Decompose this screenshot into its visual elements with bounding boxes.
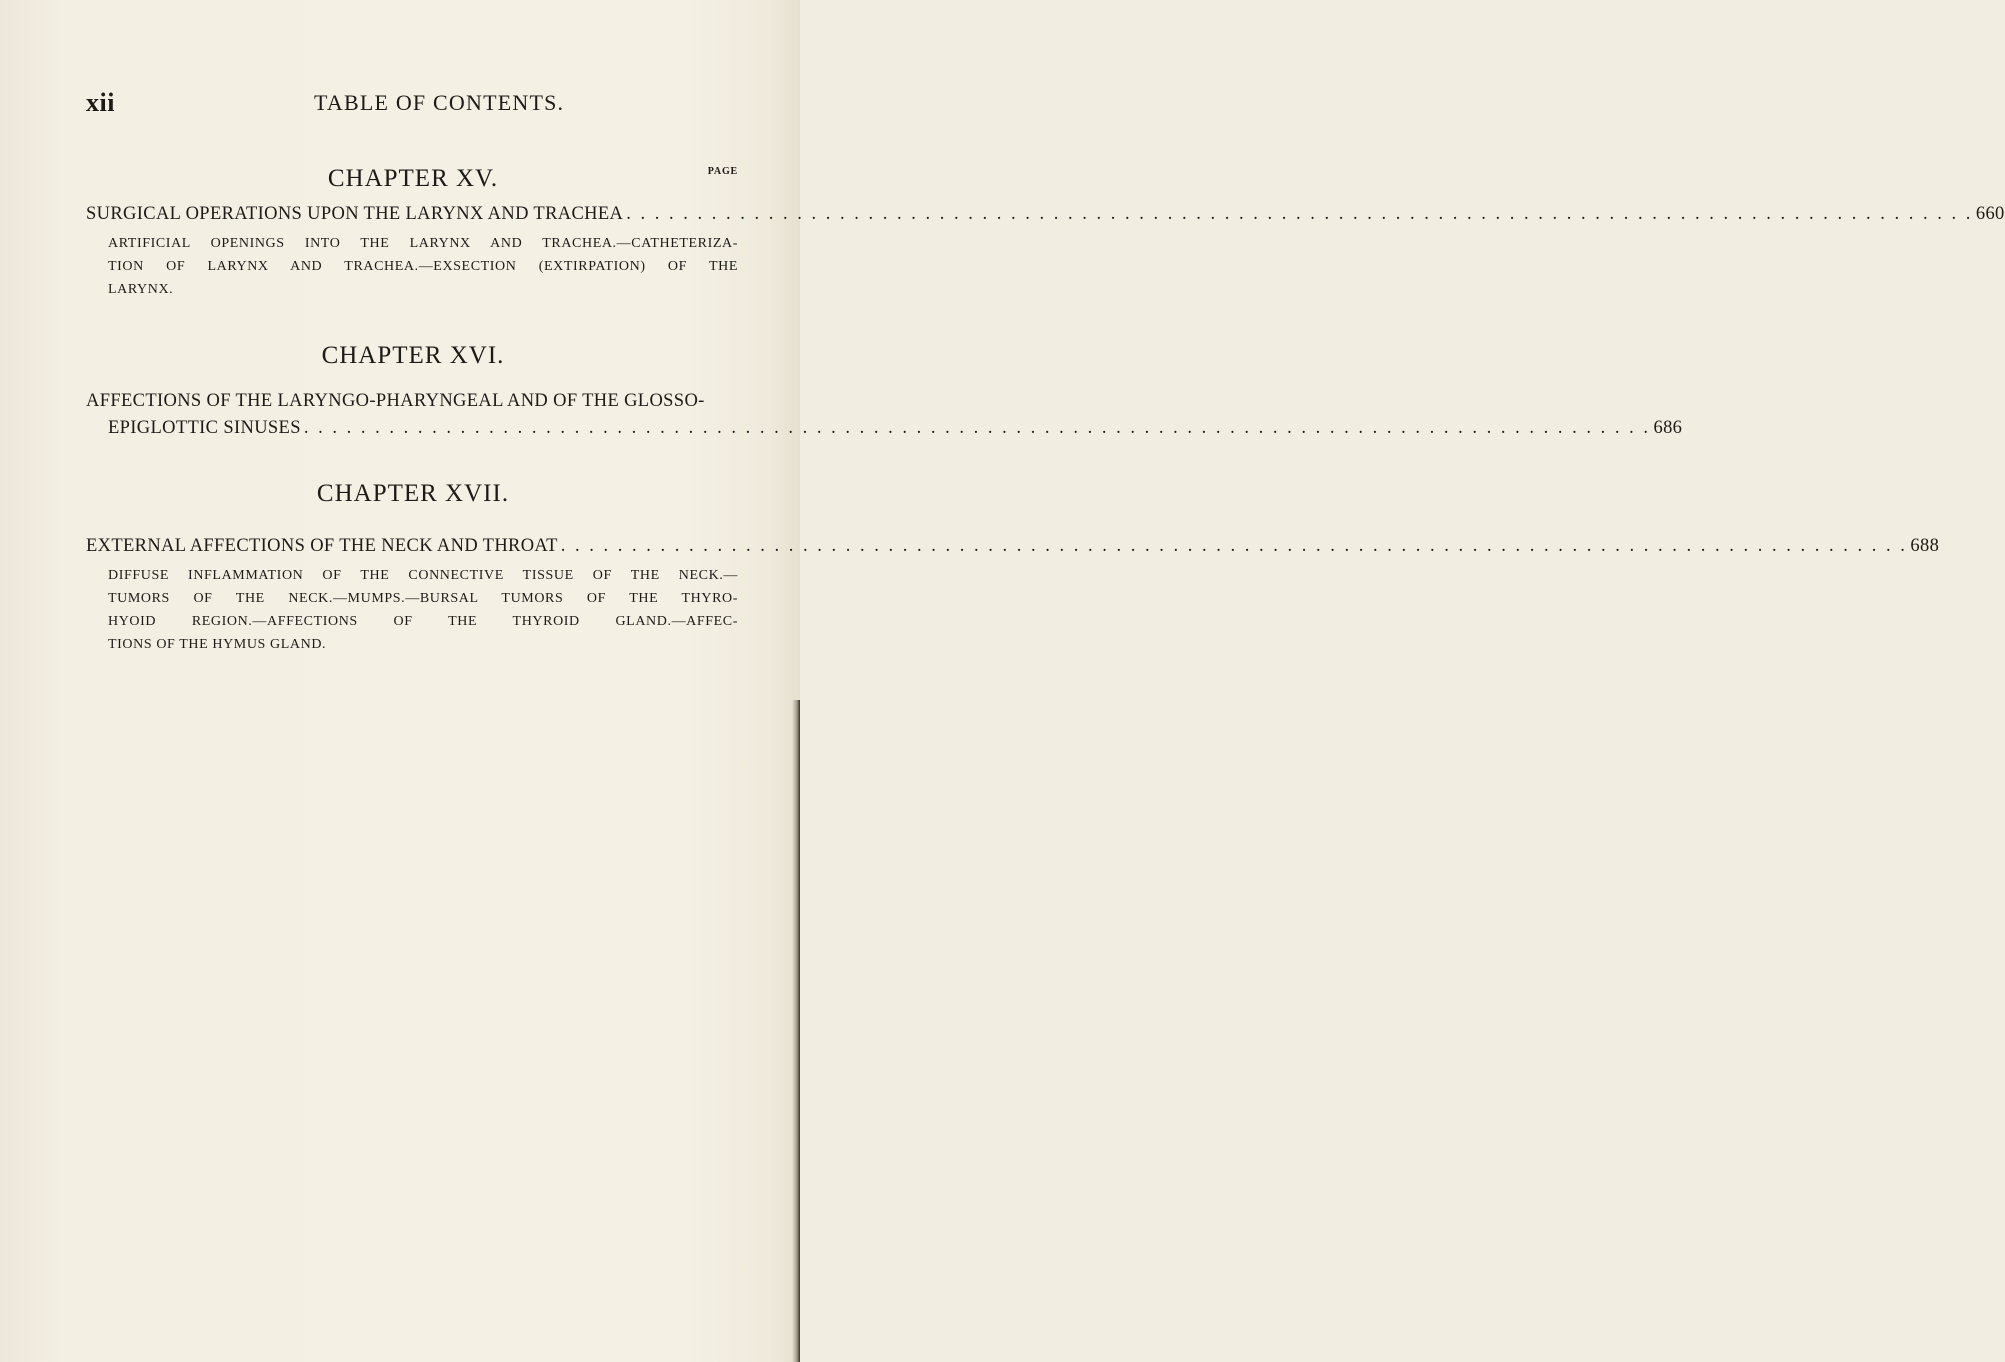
page-edge-shadow (792, 700, 800, 1362)
page-column-label: PAGE (707, 166, 738, 177)
chapter-xvii-description (86, 564, 738, 656)
chapter-xvii-heading: CHAPTER XVII. (316, 480, 510, 507)
toc-entry-chapter-xv[interactable] (86, 204, 2005, 228)
toc-entry-chapter-xvi[interactable] (108, 418, 1683, 442)
description-line: HYOID REGION.—AFFECTIONS OF THE THYROID GLAND.—AFFEC- (108, 614, 738, 629)
toc-entry-chapter-xvi-line1: AFFECTIONS OF THE LARYNGO-PHARYNGEAL AND OF THE GLOSSO- (86, 391, 705, 411)
toc-entry-page: 686 (1653, 418, 1683, 438)
chapter-xvi-heading: CHAPTER XVI. (321, 342, 505, 369)
description-line: DIFFUSE INFLAMMATION OF THE CONNECTIVE TISSUE OF THE NECK.— (108, 568, 738, 583)
toc-entry-page: 660 (1975, 204, 2005, 224)
toc-entry-page: 688 (1910, 536, 1940, 556)
description-line: TIONS OF THE HYMUS GLAND. (108, 637, 327, 652)
description-line: TION OF LARYNX AND TRACHEA.—EXSECTION (EXTIRPATION) OF THE (108, 259, 738, 274)
description-line: LARYNX. (108, 282, 174, 297)
toc-entry-title: EXTERNAL AFFECTIONS OF THE NECK AND THROAT (86, 536, 558, 556)
chapter-xv-description (86, 232, 738, 301)
running-head (86, 88, 738, 118)
toc-entry-chapter-xvii[interactable] (86, 536, 1940, 560)
dot-leader: . . . . . . . . . . . . . . . . . . . . . . . . . . . . . . . . . . . . . . . . . . . . . . . . . . . . . . . . . . . . . . . . . . . . . . . . . . . . . . . . . . . . . . . . . . . . . . . (560, 536, 1908, 556)
running-head-title: TABLE OF CONTENTS. (314, 90, 565, 115)
page-number: xii (86, 88, 115, 117)
dot-leader: . . . . . . . . . . . . . . . . . . . . . . . . . . . . . . . . . . . . . . . . . . . . . . . . . . . . . . . . . . . . . . . . . . . . . . . . . . . . . . . . . . . . . . . . . . . . . . . (626, 204, 1973, 224)
description-line: ARTIFICIAL OPENINGS INTO THE LARYNX AND TRACHEA.—CATHETERIZA- (108, 236, 738, 251)
description-line: TUMORS OF THE NECK.—MUMPS.—BURSAL TUMORS OF THE THYRO- (108, 591, 738, 606)
toc-entry-title: EPIGLOTTIC SINUSES (108, 418, 301, 438)
dot-leader: . . . . . . . . . . . . . . . . . . . . . . . . . . . . . . . . . . . . . . . . . . . . . . . . . . . . . . . . . . . . . . . . . . . . . . . . . . . . . . . . . . . . . . . . . . . . . . . (303, 418, 1651, 438)
chapter-xv-heading: CHAPTER XV. (327, 165, 499, 192)
toc-entry-title: SURGICAL OPERATIONS UPON THE LARYNX AND TRACHEA (86, 204, 624, 224)
